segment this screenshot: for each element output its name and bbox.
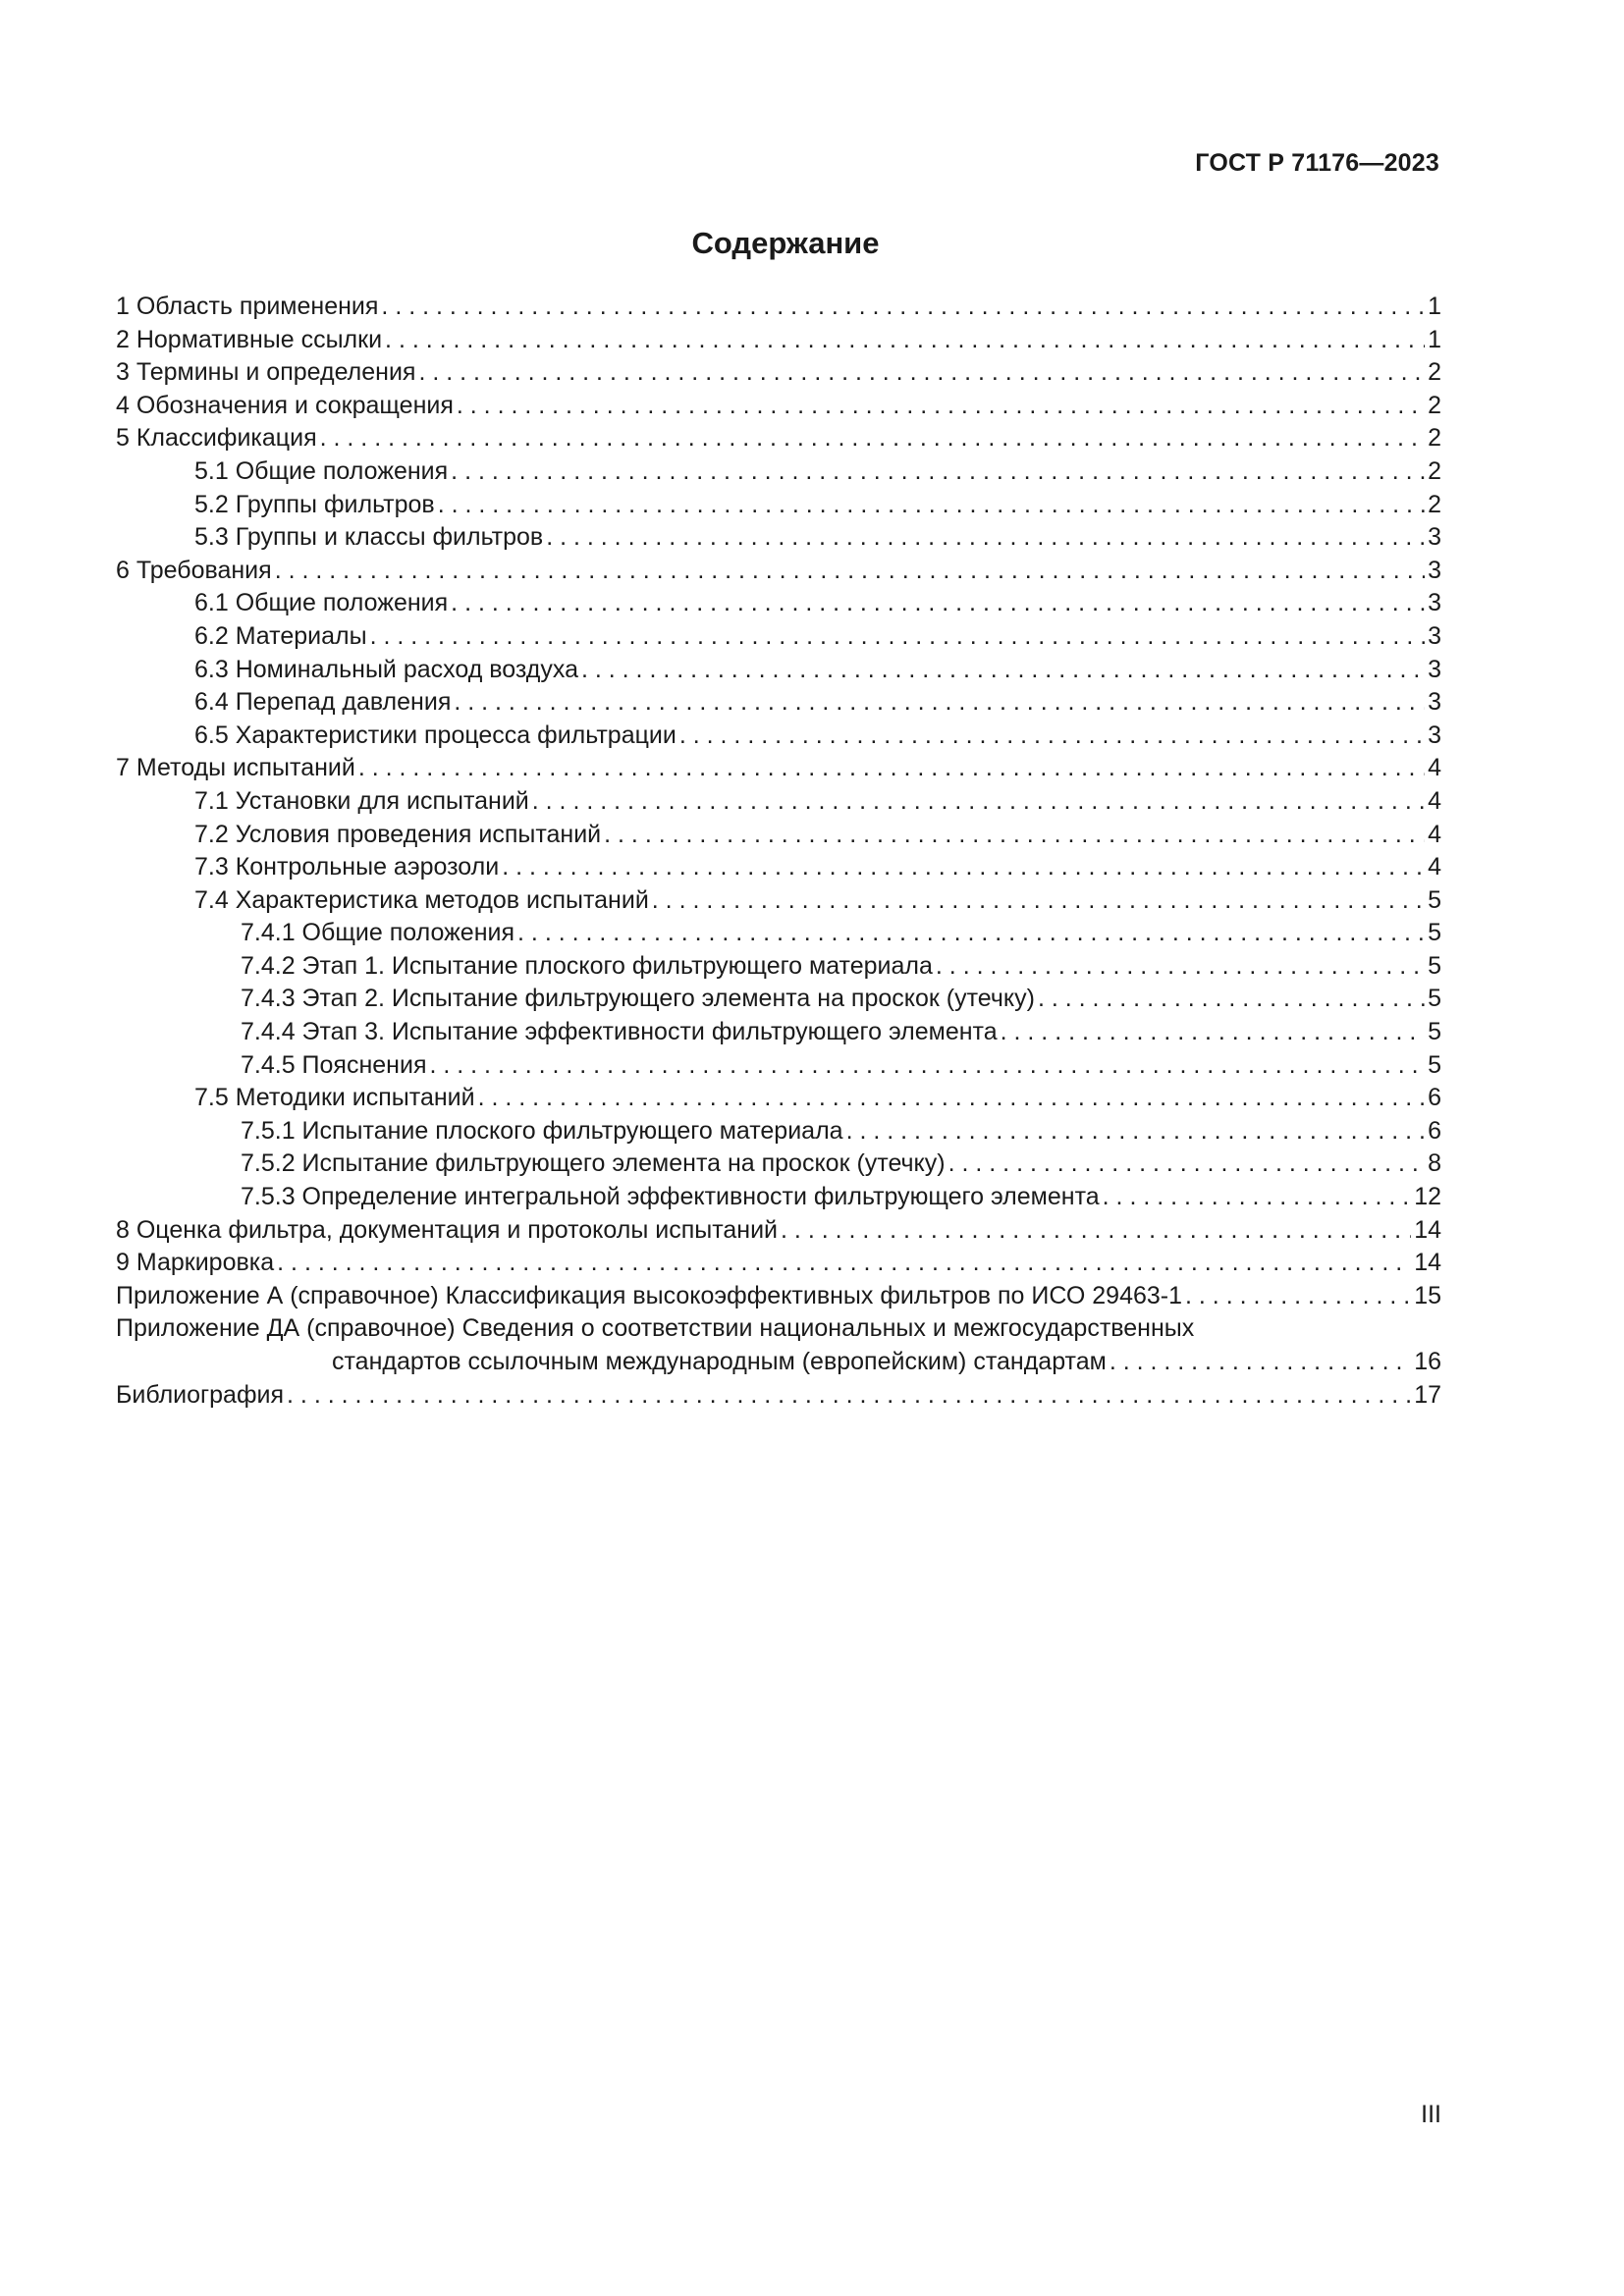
dot-leader: [381, 291, 1425, 324]
toc-entry[interactable]: 7.4.2 Этап 1. Испытание плоского фильтрующего материала . . . 5: [116, 950, 1441, 984]
document-code: ГОСТ Р 71176—2023: [1195, 149, 1439, 177]
toc-entry[interactable]: 7.5.1 Испытание плоского фильтрующего материала . . . 6: [116, 1115, 1441, 1148]
dot-leader: [429, 1049, 1425, 1083]
toc-entry[interactable]: 6.2 Материалы . . . 3: [116, 620, 1441, 654]
dot-leader: [478, 1082, 1426, 1115]
dot-leader: [546, 521, 1425, 555]
toc-entry-multiline[interactable]: [116, 1312, 1441, 1378]
dot-leader: [781, 1214, 1411, 1248]
toc-entry[interactable]: 7.5.3 Определение интегральной эффективности фильтрующего элемента . . . 12: [116, 1181, 1441, 1214]
toc-entry[interactable]: 5 Классификация . . . 2: [116, 422, 1441, 455]
dot-leader: [451, 455, 1425, 489]
toc-entry[interactable]: 6.3 Номинальный расход воздуха . . . 3: [116, 654, 1441, 687]
dot-leader: [385, 324, 1425, 357]
toc-entry[interactable]: 7.1 Установки для испытаний . . . 4: [116, 785, 1441, 819]
dot-leader: [652, 884, 1425, 918]
toc-entry[interactable]: 4 Обозначения и сокращения . . . 2: [116, 390, 1441, 423]
toc-entry[interactable]: 7 Методы испытаний . . . 4: [116, 752, 1441, 785]
dot-leader: [679, 720, 1425, 753]
toc-entry[interactable]: 5.3 Группы и классы фильтров . . . 3: [116, 521, 1441, 555]
toc-entry[interactable]: 6.5 Характеристики процесса фильтрации . . . 3: [116, 720, 1441, 753]
toc-entry[interactable]: 6 Требования . . . 3: [116, 555, 1441, 588]
dot-leader: [457, 390, 1425, 423]
toc-entry[interactable]: 8 Оценка фильтра, документация и протоколы испытаний . . . 14: [116, 1214, 1441, 1248]
toc-entry[interactable]: 7.4.5 Пояснения . . . 5: [116, 1049, 1441, 1083]
dot-leader: [320, 422, 1425, 455]
dot-leader: [502, 851, 1425, 884]
dot-leader: [418, 356, 1425, 390]
toc-entry[interactable]: 6.4 Перепад давления . . . 3: [116, 686, 1441, 720]
dot-leader: [287, 1379, 1411, 1413]
toc-entry[interactable]: 7.4.4 Этап 3. Испытание эффективности фильтрующего элемента . . . 5: [116, 1016, 1441, 1049]
toc-title: Содержание: [691, 226, 880, 260]
toc-entry[interactable]: 9 Маркировка . . . 14: [116, 1247, 1441, 1280]
page-number: III: [1421, 2101, 1441, 2128]
dot-leader: [604, 819, 1425, 852]
dot-leader: [936, 950, 1425, 984]
toc-entry[interactable]: 7.5 Методики испытаний . . . 6: [116, 1082, 1441, 1115]
toc-entry-continuation: стандартов ссылочным международным (европейским) стандартам . . . 16: [116, 1346, 1441, 1379]
toc-entry[interactable]: 7.4.3 Этап 2. Испытание фильтрующего элемента на проскок (утечку) . . . 5: [116, 983, 1441, 1016]
dot-leader: [275, 555, 1425, 588]
toc-entry[interactable]: Библиография . . . 17: [116, 1379, 1441, 1413]
toc-entry[interactable]: 7.4.1 Общие положения . . . 5: [116, 917, 1441, 950]
dot-leader: [1038, 983, 1425, 1016]
toc-entry[interactable]: 7.2 Условия проведения испытаний . . . 4: [116, 819, 1441, 852]
toc-entry[interactable]: 7.5.2 Испытание фильтрующего элемента на проскок (утечку) . . . 8: [116, 1148, 1441, 1181]
dot-leader: [517, 917, 1425, 950]
dot-leader: [1110, 1346, 1411, 1379]
dot-leader: [1001, 1016, 1425, 1049]
toc-entry[interactable]: Приложение А (справочное) Классификация высокоэффективных фильтров по ИСО 29463-1 . . . 15: [116, 1280, 1441, 1313]
toc-entry[interactable]: 7.4 Характеристика методов испытаний . . . 5: [116, 884, 1441, 918]
dot-leader: [1185, 1280, 1411, 1313]
toc-entry-label-line1: Приложение ДА (справочное) Сведения о соответствии национальных и межгосударственных: [116, 1314, 1195, 1343]
dot-leader: [358, 752, 1425, 785]
dot-leader: [370, 620, 1426, 654]
dot-leader: [454, 686, 1425, 720]
dot-leader: [438, 489, 1425, 522]
toc-entry[interactable]: 2 Нормативные ссылки . . . 1: [116, 324, 1441, 357]
dot-leader: [532, 785, 1425, 819]
dot-leader: [451, 587, 1425, 620]
toc-entry[interactable]: 7.3 Контрольные аэрозоли . . . 4: [116, 851, 1441, 884]
dot-leader: [1103, 1181, 1412, 1214]
toc-entry[interactable]: 5.2 Группы фильтров . . . 2: [116, 489, 1441, 522]
toc-entry[interactable]: 1 Область применения . . . 1: [116, 291, 1441, 324]
toc-entry[interactable]: 6.1 Общие положения . . . 3: [116, 587, 1441, 620]
dot-leader: [846, 1115, 1426, 1148]
toc-entry[interactable]: 3 Термины и определения . . . 2: [116, 356, 1441, 390]
dot-leader: [277, 1247, 1411, 1280]
toc-entry[interactable]: 5.1 Общие положения . . . 2: [116, 455, 1441, 489]
dot-leader: [948, 1148, 1425, 1181]
table-of-contents: [116, 291, 1441, 1412]
dot-leader: [581, 654, 1425, 687]
